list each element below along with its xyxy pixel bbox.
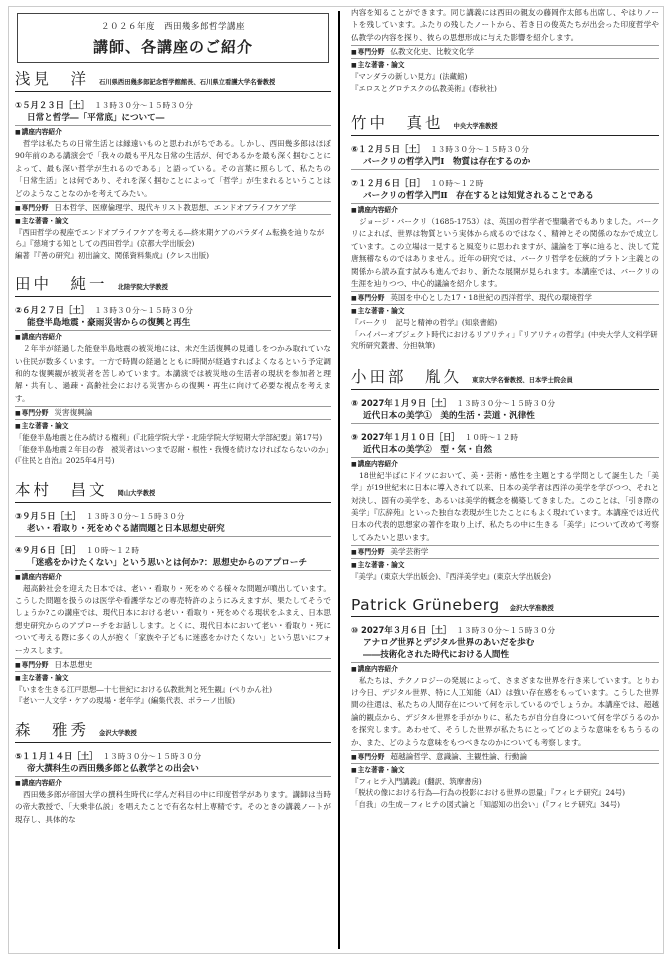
content-text: 私たちは、テクノロジーの発展によって、さまざまな世界を行き来しています。とりわけ今日、デジタル世界、特に人工知能（AI）は強い存在感をもっています。こうした世界間の往還は、私たちの人間存在について何を示しているのでしょうか。本講座では、超越論的観点から、デジタル世界を手がかりに、私たちが自分自身について何を学びうるのかを探究します。あわせて、そうした世界が私たちにとってどのような意味をもちうるのか、また、どのような意味をもつべきなのかについても考察します。	[351, 675, 659, 747]
work-item: 『いまを生きる江戸思想―十七世紀における仏教批判と死生観』(ぺりかん社)	[15, 684, 273, 694]
work-item: 「ハイパーオブジェクト時代におけるリアリティ」『リアリティの哲学』(中央大学人文科学研究所研究叢書、分担執筆)	[351, 329, 658, 351]
session-date: ④９月６日［日］	[15, 544, 81, 555]
page-title: 講師、各講座のご紹介	[92, 38, 253, 56]
field-row	[15, 658, 331, 672]
session-title: 老い・看取り・死をめぐる諸問題と日本思想史研究	[27, 523, 225, 534]
session-time: １３時３０分～１５時３０分	[85, 511, 185, 521]
field-label: ■ 専門分野	[351, 48, 384, 56]
content-text: 西田幾多郎が帝国大学の撰科生時代に学んだ科目の中に印度哲学があります。講師は当時の帝大教授で、「大乗非仏説」を唱えたことで有名な村上専精です。そのときの講義ノートが現存し、具体的な	[15, 789, 331, 824]
field-row	[351, 45, 659, 59]
session	[351, 390, 659, 424]
session-date: ⑤１１月１４日［土］	[15, 750, 98, 761]
session-time: １３時３０分～１５時３０分	[94, 306, 193, 316]
content-text: ２年半が経過した能登半島地震の被災地には、未だ生活復興の見通しをつかみ取れていない住民が数多くいます。一方で時間の経過とともに時間が経過すればよくなるという予定調和的な復興観が被災者を苦しめています。本講演では被災地の生活者の現状を参加者と理解・共有し、過疎・高齢社会における災害からの復興・再生に向けて必要な視点を考えます。	[15, 344, 331, 403]
works-label: ■ 主な著書・論文	[351, 306, 659, 317]
session	[351, 617, 659, 663]
field-text: 日本哲学、医療倫理学、現代キリスト教思想、エンドオブライフケア学	[54, 203, 297, 213]
work-item: 『エロスとグロテスクの仏教美術』(春秋社)	[351, 83, 497, 93]
lecturer-heading	[351, 111, 659, 136]
lecturer-section	[11, 67, 333, 261]
content-label: ■ 講座内容紹介	[15, 332, 331, 343]
field-label: ■ 専門分野	[15, 204, 48, 212]
field-label: ■ 専門分野	[15, 661, 48, 669]
session-title: 近代日本の美学② 型・気・自然	[363, 444, 492, 455]
session	[351, 170, 659, 204]
content-label: ■ 講座内容紹介	[15, 127, 331, 138]
session-date: ②６月２７日［土］	[15, 305, 90, 316]
work-item: 『老い一人文学・ケアの現場・老年学』(編集代表、ポラーノ出版)	[15, 696, 235, 706]
work-item: 「自我」の生成－フィヒテの図式論と「知認知の出会い」(『フィヒテ研究』34号)	[351, 799, 620, 809]
field-row	[15, 201, 331, 215]
work-item: 「脱状の像における行為―行為の投影における世界の思量」『フィヒテ研究』24号)	[351, 788, 626, 798]
field-label: ■ 専門分野	[351, 753, 384, 761]
lecturer-section	[347, 596, 661, 811]
page-header	[17, 13, 329, 63]
lecturer-section	[11, 718, 333, 826]
lecturer-affiliation: 石川県西田幾多郎記念哲学館館長、石川県立看護大学名誉教授	[99, 79, 276, 86]
field-row	[351, 545, 659, 559]
lecturer-affiliation: 金沢大学教授	[99, 729, 137, 737]
content-label: ■ 講座内容紹介	[15, 778, 331, 789]
session-time: １３時３０分～１５時３０分	[456, 398, 556, 408]
session-title: 日常と哲学―「平常底」について―	[27, 113, 165, 123]
session-date: ⑥１２月５日［土］	[351, 144, 426, 155]
lecturer-section	[347, 365, 661, 583]
session-date: ⑩ 2027年３月６日［土］	[351, 624, 452, 635]
session-time: １０時～１２時	[464, 432, 518, 442]
session-title: 帝大撰科生の西田幾多郎と仏教学との出会い	[27, 763, 199, 774]
lecturer-heading	[15, 67, 331, 92]
work-item: 「能登半島地震と住み続ける権利」(『北陸学院大学・北陸学院大学短期大学部紀要』第17号)	[15, 433, 323, 443]
content-text: ジョージ・バークリ（1685-1753）は、英国の哲学者で聖職者でもありました。バークリによれば、世界は物質という実体から成るのではなく、精神とその関係のなかで成立しています。この立場は一見すると風変りに思われますが、議論を丁寧に辿ると、決して荒唐無稽なものではありません。近年の研究では、バークリ哲学を伝統的プラトン主義との関係から読み直す試みも進んでおり、新たな展開が見られます。本講座では、バークリの生涯を辿りつつ、中心的議論を紹介します。	[351, 217, 659, 289]
content-label: ■ 講座内容紹介	[351, 664, 659, 675]
lecturer-heading	[351, 596, 659, 617]
lecturer-heading	[15, 478, 331, 503]
field-text: 災害復興論	[54, 408, 93, 418]
session-title: バークリの哲学入門Ⅱ 存在するとは知覚されることである	[363, 191, 594, 202]
works-label: ■ 主な著書・論文	[15, 216, 331, 227]
lecturer-name: 竹中 真也	[351, 114, 444, 133]
session-date: ①５月２３日［土］	[15, 100, 90, 110]
session-title: バークリの哲学入門Ⅰ 物質は存在するのか	[363, 157, 531, 168]
lecturer-section	[11, 478, 333, 707]
lecturer-name: Patrick Grüneberg	[351, 595, 500, 614]
left-column	[11, 7, 333, 953]
content-text: 哲学は私たちの日常生活とは縁遠いものと思われがちである。しかし、西田幾多郎はほぼ90年前のある講演会で「我々の最も平凡な日常の生活が、何であるかを最も深く掴むことによって、最も深い哲学が生れるのである」と語っている。その言葉に照らして、私たちの「日常生活」とは何であり、それを深く掴むことによって「哲学」が生まれるということはどのようなことなのかを考えてみたい。	[15, 139, 331, 198]
work-item: 『マンダラの新しい見方』(法藏館)	[351, 72, 468, 82]
lecturer-heading	[351, 365, 659, 390]
works-label: ■ 主な著書・論文	[15, 673, 331, 684]
lecturer-affiliation: 北陸学院大学教授	[117, 284, 168, 292]
session-time: １０時～１２時	[85, 545, 139, 555]
content-text: 18世紀半ばにドイツにおいて、美・芸術・感性を主題とする学問として誕生した「美学」が19世紀末に日本に導入されて以来、日本の美学者は西洋の美学を学びつつ、それと対決し、固有の美学を、あるいは美学的概念を構築してきました。このことは、「引き際の美学」『広辞苑』といった独自な表現が生じたことにもよく現れています。本講座では近代日本の代表的思想家の著作を取り上げ、私たちの中に生きる「美学」について改めて考察してみたいと思います。	[351, 470, 659, 542]
field-text: 仏教文化史、比較文化学	[390, 47, 474, 57]
field-text: 超越論哲学、意識論、主観性論、行動論	[390, 751, 528, 761]
lecturer-name: 森 雅秀	[15, 720, 90, 739]
session-time: １３時３０分～１５時３０分	[456, 625, 556, 635]
lecturer-heading	[15, 718, 331, 743]
field-label: ■ 専門分野	[351, 294, 384, 302]
session-time: １３時３０分～１５時３０分	[102, 751, 202, 761]
field-row	[351, 291, 659, 305]
session	[15, 503, 331, 537]
session	[15, 743, 331, 777]
session	[351, 424, 659, 458]
work-item: 『バークリ 記号と精神の哲学』(知泉書館)	[351, 318, 498, 328]
right-column	[347, 7, 661, 953]
field-row	[15, 406, 331, 420]
field-text: 英国を中心とした17・18世紀の西洋哲学、現代の環境哲学	[390, 293, 592, 303]
work-item: 編著『『善の研究』初出論文、関係資料集成』(クレス出版)	[15, 250, 210, 260]
works-label: ■ 主な著書・論文	[15, 421, 331, 432]
lecturer-section	[347, 111, 661, 352]
content-label: ■ 講座内容紹介	[351, 205, 659, 216]
session-title: 能登半島地震・豪雨災害からの復興と再生	[27, 318, 191, 329]
work-item: 「能登半島地震２年目の春 被災者はいつまで忍耐・根性・我慢を続けなければならないのか」(『住民と自治』2025年4月号)	[15, 444, 330, 466]
works-label: ■ 主な著書・論文	[351, 60, 659, 71]
session-date: ⑧ 2027年１月９日［土］	[351, 397, 452, 408]
field-label: ■ 専門分野	[15, 409, 48, 417]
session	[15, 92, 331, 126]
field-text: 日本思想史	[54, 659, 93, 669]
lecturer-name: 田中 純一	[15, 275, 108, 294]
content-label: ■ 講座内容紹介	[351, 459, 659, 470]
session-date: ⑨ 2027年１月１０日［日］	[351, 431, 460, 442]
content-text-continued: 内容を知ることができます。同じ講義には西田の親友の藤岡作太郎も出席し、やはりノートを残しています。ふたりの残したノートから、若き日の俊英たちが出会った印度哲学や仏教学の内容を探り、彼らの思想形成に与えた影響を紹介します。	[351, 8, 659, 42]
lecturer-name: 浅見 洋	[15, 70, 90, 88]
header-subtitle: ２０２６年度 西田幾多郎哲学講座	[100, 22, 245, 32]
field-label: ■ 専門分野	[351, 548, 384, 556]
column-divider	[338, 11, 340, 949]
session	[15, 537, 331, 571]
lecturer-affiliation: 中央大学准教授	[453, 123, 498, 131]
session-date: ⑦１２月６日［日］	[351, 178, 426, 189]
session-date: ③９月５日［土］	[15, 510, 81, 521]
content-label: ■ 講座内容紹介	[15, 572, 331, 583]
session-title: アナログ世界とデジタル世界のあいだを歩む ――技術化された時代における人間性	[363, 637, 535, 660]
lecturer-section	[11, 272, 333, 466]
field-text: 美学芸術学	[390, 547, 429, 557]
lecturer-affiliation: 岡山大学教授	[117, 489, 156, 497]
lecturer-name: 本村 昌文	[15, 480, 108, 499]
session-time: １０時～１２時	[430, 179, 484, 189]
work-item: 『西田哲学の視座でエンドオブライフケアを考える―終末期ケアのパラダイム転換を辿りながら』『慈境する知としての西田哲学』(京都大学出版会)	[15, 228, 325, 249]
session-title: 近代日本の美学① 美的生活・芸道・汎律性	[363, 410, 535, 421]
field-row	[351, 750, 659, 764]
session-title: 「迷惑をかけたくない」という思いとは何か?：思想史からのアプローチ	[27, 557, 308, 568]
page	[8, 6, 664, 954]
lecturer-heading	[15, 272, 331, 297]
works-label: ■ 主な著書・論文	[351, 765, 659, 776]
session-time: １３時３０分～１５時３０分	[430, 145, 529, 155]
content-text: 超高齢社会を迎えた日本では、老い・看取り・死をめぐる様々な問題が噴出しています。こうした問題を扱うのは医学や看護学などの専売特許のようにみえますが、果たしてそうでしょうか?この講座では、現代日本における老い・看取り・死をめぐる現状をふまえ、日本思想史研究からのアプローチをお話しします。とくに、現代日本において老い・看取り・死について考える際に多くの人が抱く「家族や子どもに迷惑をかけたくない」という思いにフォーカスします。	[15, 583, 331, 655]
lecturer-continuation	[347, 7, 661, 94]
session	[15, 297, 331, 331]
lecturer-affiliation: 金沢大学准教授	[509, 604, 554, 612]
work-item: 『美学』(東京大学出版会)、『西洋美学史』(東京大学出版会)	[351, 572, 551, 582]
session	[351, 136, 659, 170]
session-time: １３時３０分～１５時３０分	[94, 101, 193, 110]
lecturer-name: 小田部 胤久	[351, 367, 463, 386]
work-item: 『フィヒテ入門講義』(翻訳、筑摩書房)	[351, 776, 482, 786]
works-label: ■ 主な著書・論文	[351, 560, 659, 571]
lecturer-affiliation: 東京大学名誉教授、日本学士院会員	[472, 376, 573, 384]
